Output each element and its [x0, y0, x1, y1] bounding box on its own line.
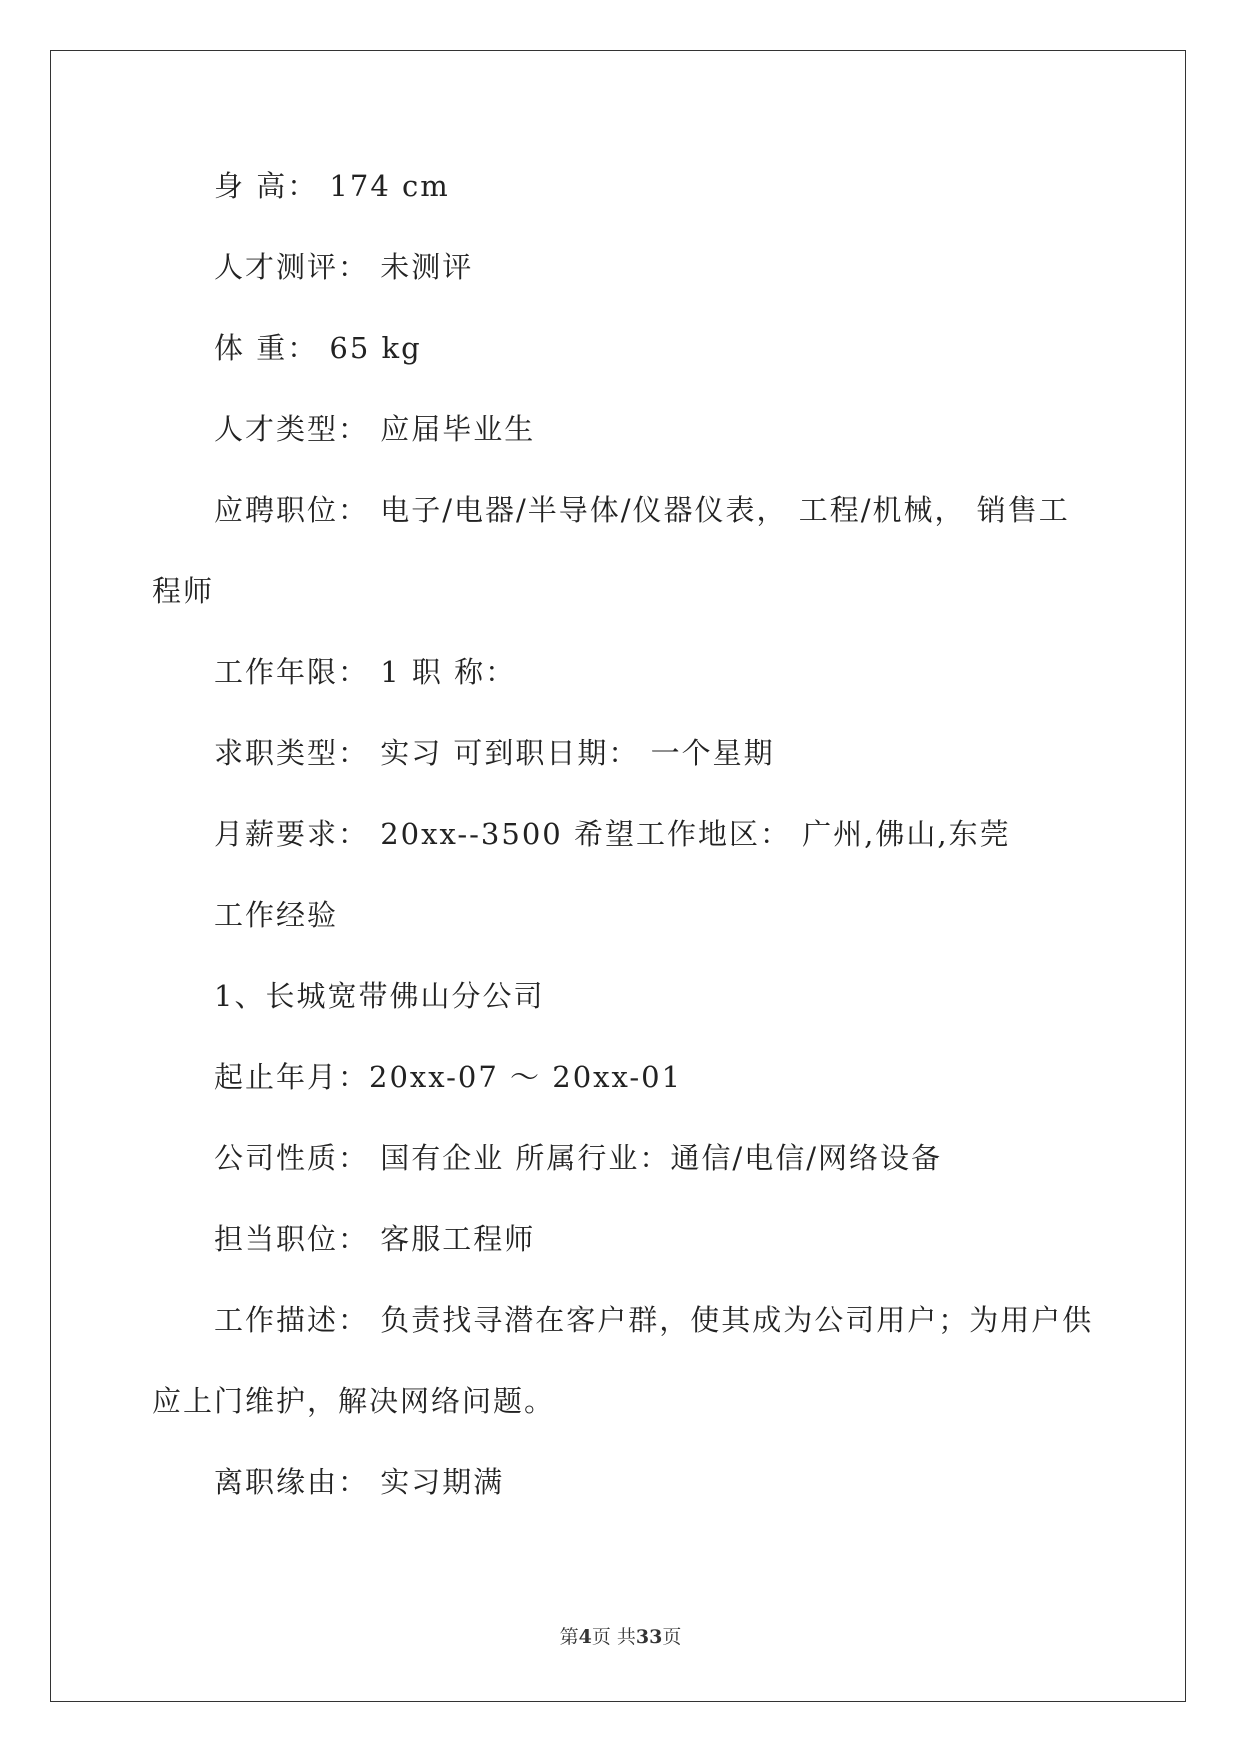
footer-prefix: 第	[559, 1626, 579, 1648]
company-line: 1、长城宽带佛山分公司	[214, 979, 545, 1013]
work-years-line: 工作年限： 1 职 称：	[214, 655, 517, 689]
leaving-reason-line: 离职缘由： 实习期满	[214, 1465, 505, 1499]
period-line: 起止年月：20xx-07 ～ 20xx-01	[214, 1060, 683, 1094]
applied-position-line: 应聘职位： 电子/电器/半导体/仪器仪表， 工程/机械， 销售工	[214, 493, 1070, 527]
height-line: 身 高： 174 cm	[214, 169, 450, 203]
salary-line: 月薪要求： 20xx--3500 希望工作地区： 广州,佛山,东莞	[214, 817, 1011, 851]
footer-page-number: 4	[578, 1626, 592, 1648]
applied-position-continuation: 程师	[152, 574, 215, 608]
footer-middle: 页 共	[591, 1626, 636, 1648]
page-footer	[0, 1622, 1241, 1649]
footer-suffix: 页	[662, 1626, 682, 1648]
job-description-line: 工作描述： 负责找寻潜在客户群，使其成为公司用户；为用户供	[214, 1303, 1094, 1337]
job-type-line: 求职类型： 实习 可到职日期： 一个星期	[214, 736, 775, 770]
job-description-continuation: 应上门维护，解决网络问题。	[152, 1384, 556, 1418]
position-held-line: 担当职位： 客服工程师	[214, 1222, 536, 1256]
company-nature-line: 公司性质： 国有企业 所属行业：通信/电信/网络设备	[214, 1141, 942, 1175]
work-experience-heading: 工作经验	[214, 898, 339, 932]
talent-assessment-line: 人才测评： 未测评	[214, 250, 474, 284]
document-body	[152, 166, 1094, 1543]
footer-total-pages: 33	[635, 1626, 663, 1648]
weight-line: 体 重： 65 kg	[214, 331, 422, 365]
talent-type-line: 人才类型： 应届毕业生	[214, 412, 536, 446]
